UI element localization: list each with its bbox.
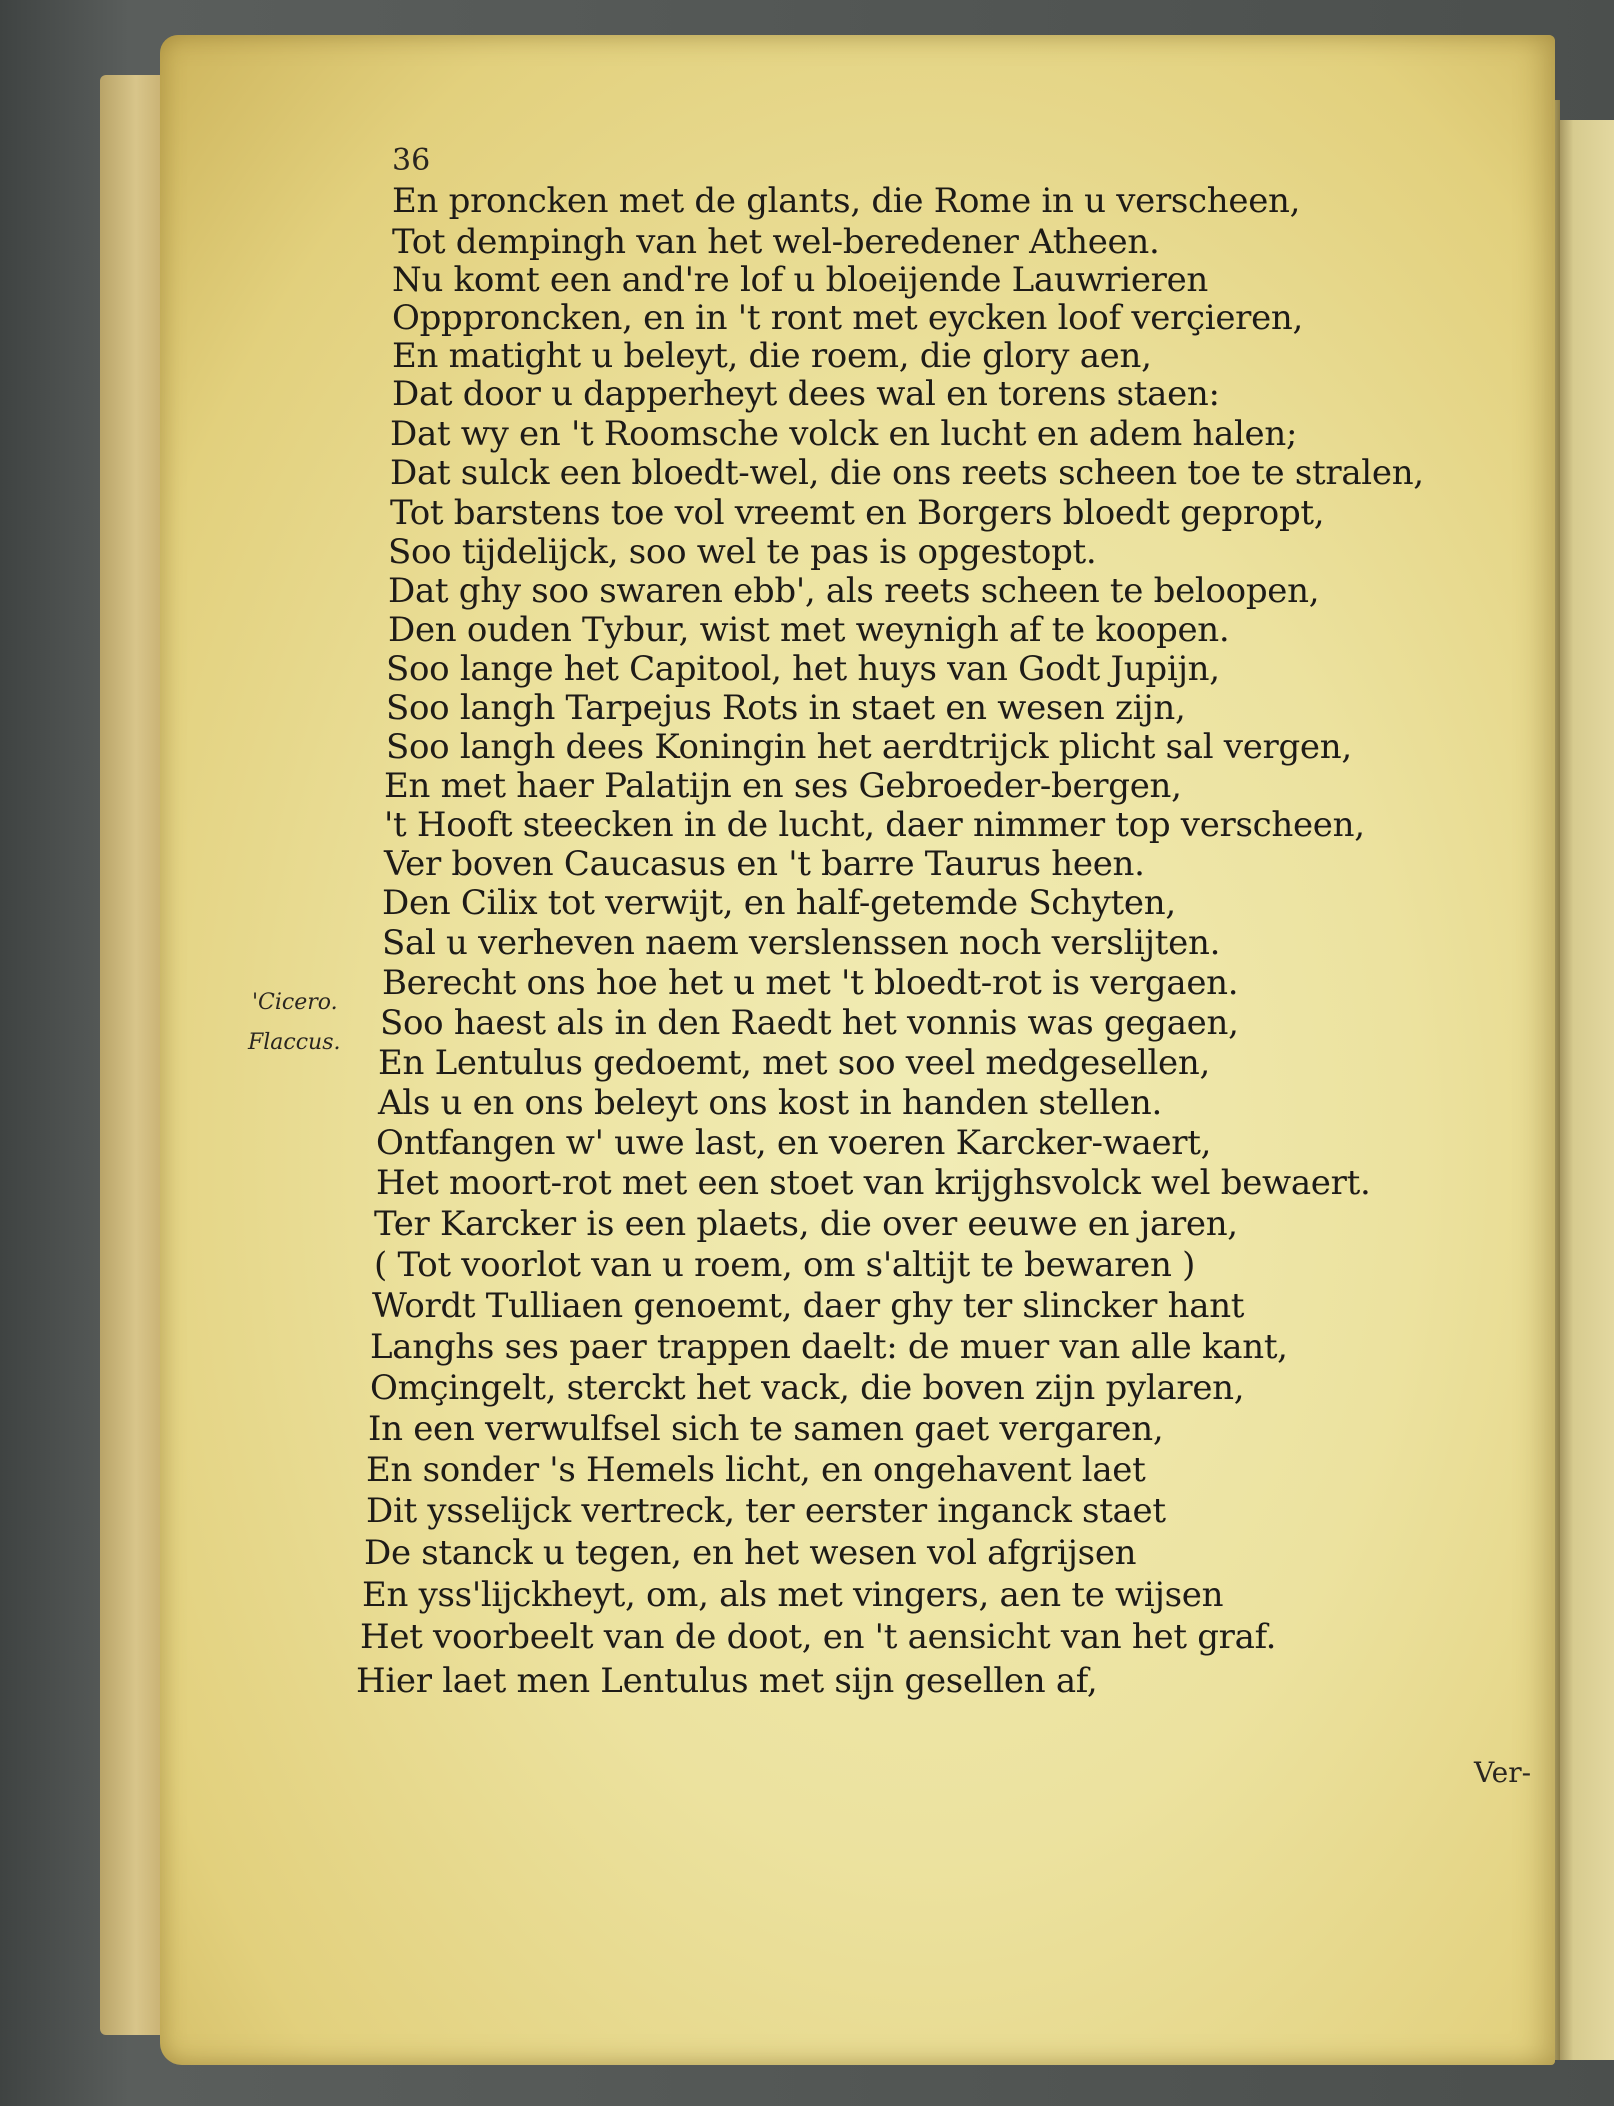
verse-line: Berecht ons hoe het u met 't bloedt-rot is vergaen. [382,963,1239,1003]
verse-line: Hier laet men Lentulus met sijn gesellen af, [356,1661,1098,1701]
verse-line: En Lentulus gedoemt, met soo veel medgesellen, [378,1043,1210,1083]
verse-line: En yss'lijckheyt, om, als met vingers, aen te wijsen [362,1575,1224,1615]
margin-note-flaccus: Flaccus. [248,1030,341,1055]
verse-line: Ter Karcker is een plaets, die over eeuwe en jaren, [374,1204,1238,1244]
verse-line: Tot dempingh van het wel-beredener Atheen. [392,222,1160,262]
page-number: 36 [392,143,431,178]
verse-line: Wordt Tulliaen genoemt, daer ghy ter slincker hant [372,1286,1245,1326]
margin-note-cicero: 'Cicero. [252,990,338,1015]
verse-line: En proncken met de glants, die Rome in u verscheen, [392,181,1301,221]
verse-line: En matight u beleyt, die roem, die glory aen, [392,336,1152,376]
verse-line: Soo lange het Capitool, het huys van Godt Jupijn, [386,649,1220,689]
verse-line: Het voorbeelt van de doot, en 't aensicht van het graf. [360,1617,1277,1657]
verse-line: Langhs ses paer trappen daelt: de muer van alle kant, [370,1327,1288,1367]
verse-line: Als u en ons beleyt ons kost in handen stellen. [378,1083,1162,1123]
verse-line: Soo haest als in den Raedt het vonnis was gegaen, [380,1003,1239,1043]
verse-line: Sal u verheven naem verslenssen noch verslijten. [382,923,1221,963]
verse-line: Den Cilix tot verwijt, en half-getemde Schyten, [382,883,1176,923]
verse-line: Den ouden Tybur, wist met weynigh af te koopen. [388,610,1230,650]
verse-line: Dit ysselijck vertreck, ter eerster inganck staet [366,1491,1166,1531]
verse-line: Dat sulck een bloedt-wel, die ons reets scheen toe te stralen, [390,453,1424,493]
verse-line: En met haer Palatijn en ses Gebroeder-bergen, [384,766,1182,806]
verse-line: ( Tot voorlot van u roem, om s'altijt te bewaren ) [374,1245,1196,1285]
verse-line: Soo tijdelijck, soo wel te pas is opgestopt. [388,532,1097,572]
verse-line: Soo langh dees Koningin het aerdtrijck plicht sal vergen, [386,727,1352,767]
verse-line: En sonder 's Hemels licht, en ongehavent laet [366,1450,1146,1490]
verse-line: Dat wy en 't Roomsche volck en lucht en adem halen; [390,414,1298,454]
verse-line: Ontfangen w' uwe last, en voeren Karcker-waert, [376,1123,1212,1163]
verse-line: Dat ghy soo swaren ebb', als reets scheen te beloopen, [388,571,1320,611]
verse-line: Ver boven Caucasus en 't barre Taurus heen. [384,844,1145,884]
verse-line: Soo langh Tarpejus Rots in staet en wesen zijn, [386,688,1186,728]
verse-line: Het moort-rot met een stoet van krijghsvolck wel bewaert. [376,1163,1371,1203]
verse-line: Tot barstens toe vol vreemt en Borgers bloedt gepropt, [390,493,1325,533]
facing-page [1556,120,1614,2060]
verse-line: Omçingelt, sterckt het vack, die boven zijn pylaren, [370,1368,1245,1408]
catchword: Ver- [1474,1756,1532,1789]
verse-line: De stanck u tegen, en het wesen vol afgrijsen [364,1533,1137,1573]
verse-line: Nu komt een and're lof u bloeijende Lauwrieren [392,260,1209,300]
verse-line: In een verwulfsel sich te samen gaet vergaren, [368,1409,1164,1449]
verse-line: Dat door u dapperheyt dees wal en torens staen: [392,374,1220,414]
verse-line: Oppproncken, en in 't ront met eycken loof verçieren, [392,298,1304,338]
verse-line: 't Hooft steecken in de lucht, daer nimmer top verscheen, [384,805,1365,845]
